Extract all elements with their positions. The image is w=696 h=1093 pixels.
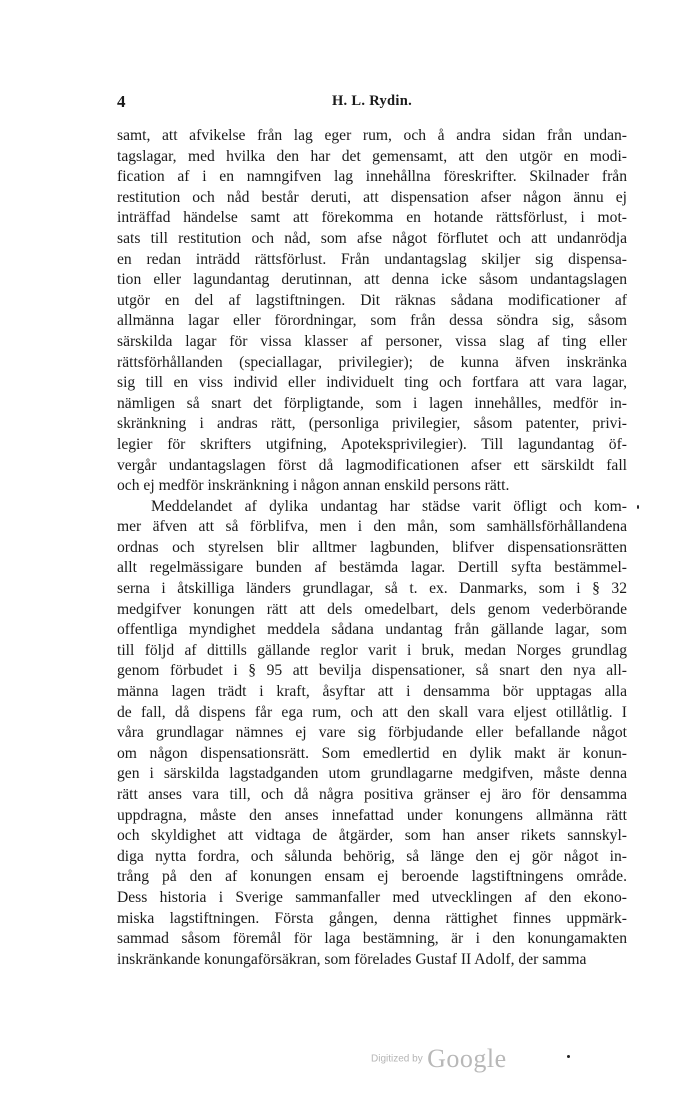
text-line: restitution och nåd består deruti, att dispensation afser någon ännu ej (117, 188, 627, 206)
text-line: sig till en viss individ eller individuelt ting och fortfara att vara lagar, (117, 374, 627, 392)
text-line: gen i särskilda lagstadganden utom grundlagarne medgifven, måste denna (117, 765, 627, 783)
text-line: och skyldighet att vidtaga de åtgärder, som han anser rikets sannskyl- (117, 827, 627, 845)
text-line: fication af i en namngifven lag innehållna föreskrifter. Skilnader från (117, 168, 627, 186)
scan-speck (637, 505, 639, 509)
text-line: offentliga myndighet meddela sådana undantag från gällande lagar, som (117, 621, 627, 639)
paragraph-2 (117, 497, 627, 971)
text-line: allt regelmässigare bunden af bestämda lagar. Dertill syfta bestämmel- (117, 559, 627, 577)
digitized-by-google-watermark (371, 1044, 507, 1074)
text-line: och ej medför inskränkning i någon annan enskild persons rätt. (117, 477, 510, 495)
text-line: inträffad händelse samt att förekomma en hotande rättsförlust, i mot- (117, 209, 627, 227)
page-number: 4 (117, 92, 126, 111)
text-line: trång på den af konungen ensam ej beroende lagstiftningens område. (117, 868, 627, 886)
text-line: vergår undantagslagen först då lagmodificationen afser ett särskildt fall (117, 456, 627, 474)
google-logo: Google (427, 1044, 507, 1073)
text-line: en redan inträdd rättsförlust. Från undantagslag skiljer sig dispensa- (117, 250, 627, 268)
text-line: mer äfven att så förblifva, men i den mån, som samhällsförhållandena (117, 518, 627, 536)
body-text (117, 126, 627, 970)
text-line: legier för skrifters utgifning, Apoteksprivilegier). Till lagundantag öf- (117, 435, 627, 453)
text-line: ordnas och styrelsen blir alltmer lagbunden, blifver dispensationsrätten (117, 538, 627, 556)
text-line: rättsförhållanden (speciallagar, privilegier); de kunna äfven inskränka (117, 353, 627, 371)
text-line: rätt anses vara till, och då några positiva gränser ej äro för densamma (117, 786, 627, 803)
text-line: männa lagen trädt i kraft, åsyftar att i densamma bör upptagas alla (117, 683, 627, 701)
text-line: våra grundlagar nämnes ej vare sig förbjudande eller befallande något (117, 724, 627, 742)
text-line: tion eller lagundantag derutinnan, att denna icke såsom undantagslagen (117, 271, 627, 289)
text-line: särskilda lagar för vissa klasser af personer, vissa slag af ting eller (117, 332, 627, 350)
text-line: diga nytta fordra, och sålunda behörig, så länge den ej gör något in- (117, 847, 627, 865)
text-line: utgör en del af lagstiftningen. Dit räknas sådana modificationer af (117, 291, 627, 309)
text-line: om någon dispensationsrätt. Som emedlertid en dylik makt är konun- (117, 744, 627, 762)
text-line: medgifver konungen rätt att dels omedelbart, dels genom vederbörande (117, 600, 627, 618)
text-line: Dess historia i Sverige sammanfaller med utvecklingen af den ekono- (117, 888, 627, 906)
watermark-prefix: Digitized by (371, 1053, 423, 1065)
text-line: till följd af dittills gällande reglor varit i bruk, medan Norges grundlag (117, 641, 627, 659)
text-line: serna i åtskilliga länders grundlagar, så t. ex. Danmarks, som i § 32 (117, 580, 627, 598)
text-line: Meddelandet af dylika undantag har städse varit öfligt och kom- (151, 497, 627, 515)
text-line: allmänna lagar eller förordningar, som från dessa söndra sig, såsom (117, 312, 627, 330)
scan-speck (567, 1055, 570, 1058)
running-head-author: H. L. Rydin. (331, 93, 413, 109)
text-line: samt, att afvikelse från lag eger rum, och å andra sidan från undan- (117, 127, 627, 144)
page-header (117, 92, 627, 112)
text-line: sammad såsom föremål för laga bestämning, är i den konungamakten (117, 930, 627, 948)
text-line: de fall, då dispens får ega rum, och att den skall vara eljest otillåtlig. I (117, 703, 627, 721)
text-line: genom förbudet i § 95 att bevilja dispensationer, så snart den nya all- (117, 662, 627, 680)
text-line: uppdragna, måste den anses innefattad under konungens allmänna rätt (117, 806, 627, 824)
text-line: nämligen så snart det förpligtande, som i lagen innehålles, medför in- (117, 394, 627, 412)
text-line: tagslagar, med hvilka den har det gemensamt, att den utgör en modi- (117, 147, 627, 165)
text-line: miska lagstiftningen. Första gången, denna rättighet finnes uppmärk- (117, 909, 627, 927)
paragraph-1 (117, 126, 627, 497)
text-line: skränkning i andras rätt, (personliga privilegier, såsom patenter, privi- (117, 415, 627, 433)
text-line: sats till restitution och nåd, som afse något förflutet och att undanrödja (117, 229, 627, 247)
text-line: inskränkande konungaförsäkran, som förelades Gustaf II Adolf, der samma (117, 950, 587, 968)
